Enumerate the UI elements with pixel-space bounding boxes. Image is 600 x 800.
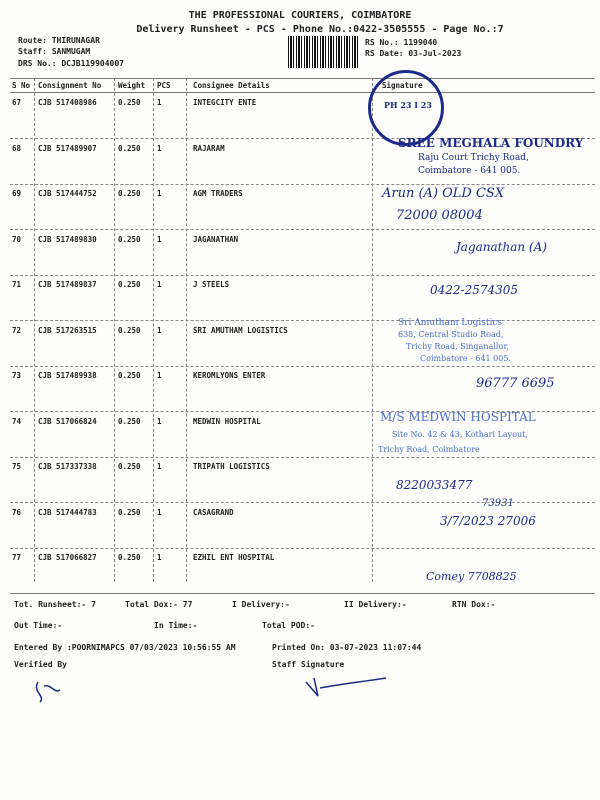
- sig-row75: 8220033477: [396, 478, 473, 492]
- staff-signature: Staff Signature: [272, 660, 345, 669]
- route-label: Route: THIRUNAGAR: [18, 36, 100, 45]
- row-pcs: 1: [157, 280, 162, 289]
- printed-on: Printed On: 03-07-2023 11:07:44: [272, 643, 422, 652]
- stamp-row72: Sri Amutham Logistics: [398, 318, 503, 328]
- total-pod: Total POD:-: [262, 621, 315, 630]
- row-consignment-no: CJB 517489837: [38, 280, 97, 289]
- row-consignee: EZHIL ENT HOSPITAL: [193, 553, 275, 562]
- table-row: [10, 274, 595, 321]
- row-sno: 75: [12, 462, 22, 471]
- row-weight: 0.250: [118, 416, 141, 426]
- out-time: Out Time:-: [14, 621, 63, 630]
- row-sno: 69: [12, 189, 22, 198]
- barcode: [288, 36, 358, 68]
- row-sno: 72: [12, 325, 22, 335]
- row-pcs: 1: [157, 98, 162, 107]
- row-consignment-no: CJB 517066824: [38, 416, 97, 426]
- rs-number: RS No.: 1199040: [365, 38, 438, 47]
- row-weight: 0.250: [118, 280, 141, 289]
- row-pcs: 1: [157, 462, 162, 471]
- table-row: [10, 92, 595, 139]
- sig-row70: Jaganathan (A): [456, 240, 547, 254]
- stamp-row74-line2: Site No. 42 & 43, Kothari Layout,: [392, 430, 528, 439]
- row-pcs: 1: [157, 143, 162, 153]
- row-consignment-no: CJB 517263515: [38, 325, 97, 335]
- col-signature: Signature: [382, 81, 423, 90]
- rs-date: RS Date: 03-Jul-2023: [365, 49, 462, 58]
- row-weight: 0.250: [118, 507, 141, 517]
- i-delivery: I Delivery:-: [232, 600, 290, 609]
- ii-delivery: II Delivery:-: [344, 600, 407, 609]
- staff-signature-mark: [300, 672, 390, 702]
- row-weight: 0.250: [118, 325, 141, 335]
- sig-row69-phone: 72000 08004: [396, 208, 483, 223]
- row-pcs: 1: [157, 553, 162, 562]
- row-sno: 76: [12, 507, 22, 517]
- col-consignment: Consignment No: [38, 81, 102, 90]
- row-sno: 70: [12, 234, 22, 244]
- sig-row77: Comey 7708825: [426, 570, 517, 583]
- row-consignee: RAJARAM: [193, 143, 225, 153]
- table-row: [10, 183, 595, 230]
- row-weight: 0.250: [118, 143, 141, 153]
- row-consignment-no: CJB 517066827: [38, 553, 97, 562]
- row-consignee: JAGANATHAN: [193, 234, 239, 244]
- stamp-row72-line2: 638, Central Studio Road,: [398, 330, 504, 339]
- sig-row73: 96777 6695: [476, 376, 555, 391]
- stamp-row68-line3: Coimbatore - 641 005.: [418, 166, 521, 176]
- row-pcs: 1: [157, 325, 162, 335]
- verified-by: Verified By: [14, 660, 67, 669]
- row-sno: 77: [12, 553, 22, 562]
- row-consignee: CASAGRAND: [193, 507, 234, 517]
- in-time: In Time:-: [154, 621, 198, 630]
- row-consignment-no: CJB 517337338: [38, 462, 97, 471]
- row-weight: 0.250: [118, 189, 141, 198]
- drs-number: DRS No.: DCJB119904007: [18, 59, 124, 68]
- col-sno: S No: [12, 81, 31, 90]
- row-weight: 0.250: [118, 462, 141, 471]
- row-weight: 0.250: [118, 234, 141, 244]
- row-consignment-no: CJB 517489907: [38, 143, 97, 153]
- stamp-row72-line3: Trichy Road, Singanallur,: [406, 342, 509, 351]
- row-consignee: MEDWIN HOSPITAL: [193, 416, 261, 426]
- stamp-date: PH 23 I 23: [384, 100, 432, 110]
- staff-label: Staff: SANMUGAM: [18, 47, 91, 56]
- row-sno: 67: [12, 98, 22, 107]
- row-sno: 73: [12, 371, 22, 380]
- row-consignee: INTEGCITY ENTE: [193, 98, 257, 107]
- stamp-row68-line2: Raju Court Trichy Road,: [418, 153, 529, 163]
- stamp-row74-line3: Trichy Road, Coimbatore: [378, 445, 480, 454]
- row-consignee: AGM TRADERS: [193, 189, 243, 198]
- row-sno: 68: [12, 143, 22, 153]
- table-row: [10, 456, 595, 503]
- sig-row76-a: 73931: [482, 498, 514, 509]
- row-sno: 71: [12, 280, 22, 289]
- row-sno: 74: [12, 416, 22, 426]
- row-pcs: 1: [157, 371, 162, 380]
- col-consignee: Consignee Details: [193, 81, 270, 90]
- total-dox: Total Dox:- 77: [125, 600, 193, 609]
- row-consignment-no: CJB 517489938: [38, 371, 97, 380]
- courier-title: THE PROFESSIONAL COURIERS, COIMBATORE: [188, 10, 412, 21]
- table-header: [10, 78, 595, 93]
- verifier-signature-mark: [30, 676, 70, 706]
- footer-divider: [10, 593, 595, 594]
- row-consignment-no: CJB 517408986: [38, 98, 97, 107]
- row-consignment-no: CJB 517444783: [38, 507, 97, 517]
- row-consignee: KEROMLYONS ENTER: [193, 371, 266, 380]
- col-pcs: PCS: [157, 81, 171, 90]
- row-pcs: 1: [157, 189, 162, 198]
- sig-row76-b: 3/7/2023 27006: [440, 514, 536, 528]
- stamp-row74: M/S MEDWIN HOSPITAL: [380, 410, 536, 424]
- row-consignee: TRIPATH LOGISTICS: [193, 462, 270, 471]
- entered-by: Entered By :POORNIMAPCS 07/03/2023 10:56:55 AM: [14, 643, 236, 652]
- tot-runsheet: Tot. Runsheet:- 7: [14, 600, 96, 609]
- row-pcs: 1: [157, 507, 162, 517]
- rtn-dox: RTN Dox:-: [452, 600, 496, 609]
- row-consignee: J STEELS: [193, 280, 230, 289]
- row-weight: 0.250: [118, 98, 141, 107]
- row-consignee: SRI AMUTHAM LOGISTICS: [193, 325, 288, 335]
- row-weight: 0.250: [118, 371, 141, 380]
- row-weight: 0.250: [118, 553, 141, 562]
- row-consignment-no: CJB 517444752: [38, 189, 97, 198]
- row-pcs: 1: [157, 234, 162, 244]
- sig-row71: 0422-2574305: [430, 283, 519, 297]
- col-weight: Weight: [118, 81, 146, 90]
- runsheet-subtitle: Delivery Runsheet - PCS - Phone No.:0422-3505555 - Page No.:7: [136, 24, 504, 35]
- row-pcs: 1: [157, 416, 162, 426]
- sig-row69: Arun (A) OLD CSX: [382, 186, 505, 201]
- row-consignment-no: CJB 517489830: [38, 234, 97, 244]
- stamp-row72-line4: Coimbatore - 641 005.: [420, 354, 511, 363]
- stamp-row68: SREE MEGHALA FOUNDRY: [398, 136, 584, 150]
